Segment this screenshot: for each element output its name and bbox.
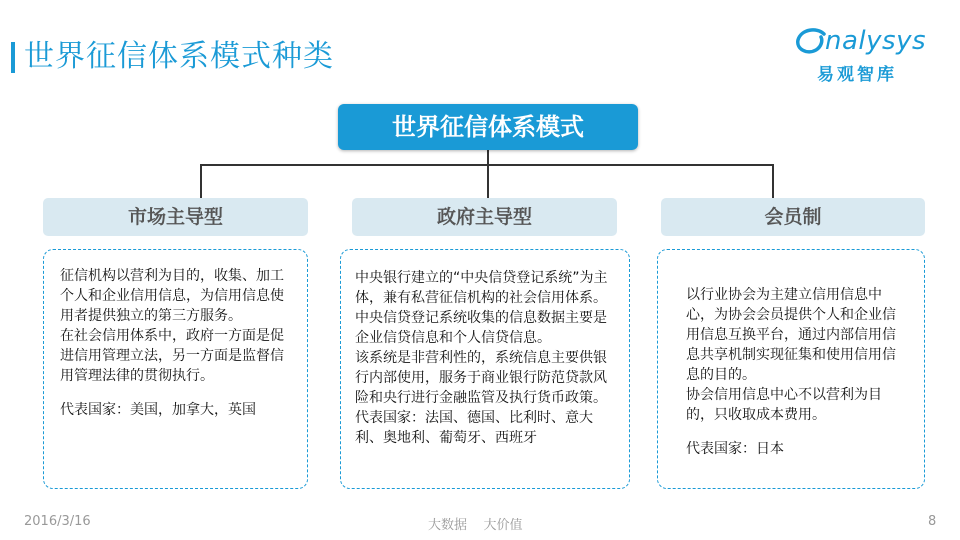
representative-countries: 代表国家：法国、德国、比利时、意大利、奥地利、葡萄牙、西班牙 [355,410,593,446]
root-node: 世界征信体系模式 [338,104,638,150]
title-accent-bar [11,42,15,73]
footer-slogan: 大数据 大价值 [428,518,523,533]
logo-wordmark: nalysys [825,26,926,56]
category-membership: 会员制 [661,198,925,236]
detail-paragraph: 在社会信用体系中，政府一方面是促进信用管理立法，另一方面是监督信用管理法律的贯彻执行。 [60,328,284,384]
detail-paragraph: 协会信用信息中心不以营利为目的，只收取成本费用。 [686,387,882,423]
logo-subtitle: 易观智库 [817,65,897,85]
representative-countries: 代表国家：日本 [686,441,784,457]
category-market-led: 市场主导型 [43,198,308,236]
detail-paragraph: 征信机构以营利为目的，收集、加工个人和企业信用信息，为信用信息使用者提供独立的第三方服务。 [60,268,284,324]
footer-date: 2016/3/16 [24,514,91,529]
analysys-logo [795,26,935,86]
footer-page-number: 8 [928,514,937,529]
detail-box-market-led [43,249,308,489]
detail-paragraph: 中央信贷登记系统收集的信息数据主要是企业信贷信息和个人信贷信息。 [355,310,607,346]
detail-paragraph: 以行业协会为主建立信用信息中心，为协会会员提供个人和企业信用信息互换平台，通过内部信用信息共享机制实现征集和使用信用信息的目的。 [686,287,896,383]
category-government-led: 政府主导型 [352,198,617,236]
detail-paragraph: 该系统是非营利性的，系统信息主要供银行内部使用，服务于商业银行防范贷款风险和央行进行金融监管及执行货币政策。 [355,350,607,406]
detail-paragraph: 中央银行建立的“中央信贷登记系统”为主体，兼有私营征信机构的社会信用体系。 [355,270,608,306]
representative-countries: 代表国家：美国，加拿大，英国 [60,402,256,418]
detail-box-membership [657,249,925,489]
logo-swoosh-icon [795,28,829,58]
detail-box-government-led [340,249,630,489]
page-title: 世界征信体系模式种类 [24,39,334,74]
